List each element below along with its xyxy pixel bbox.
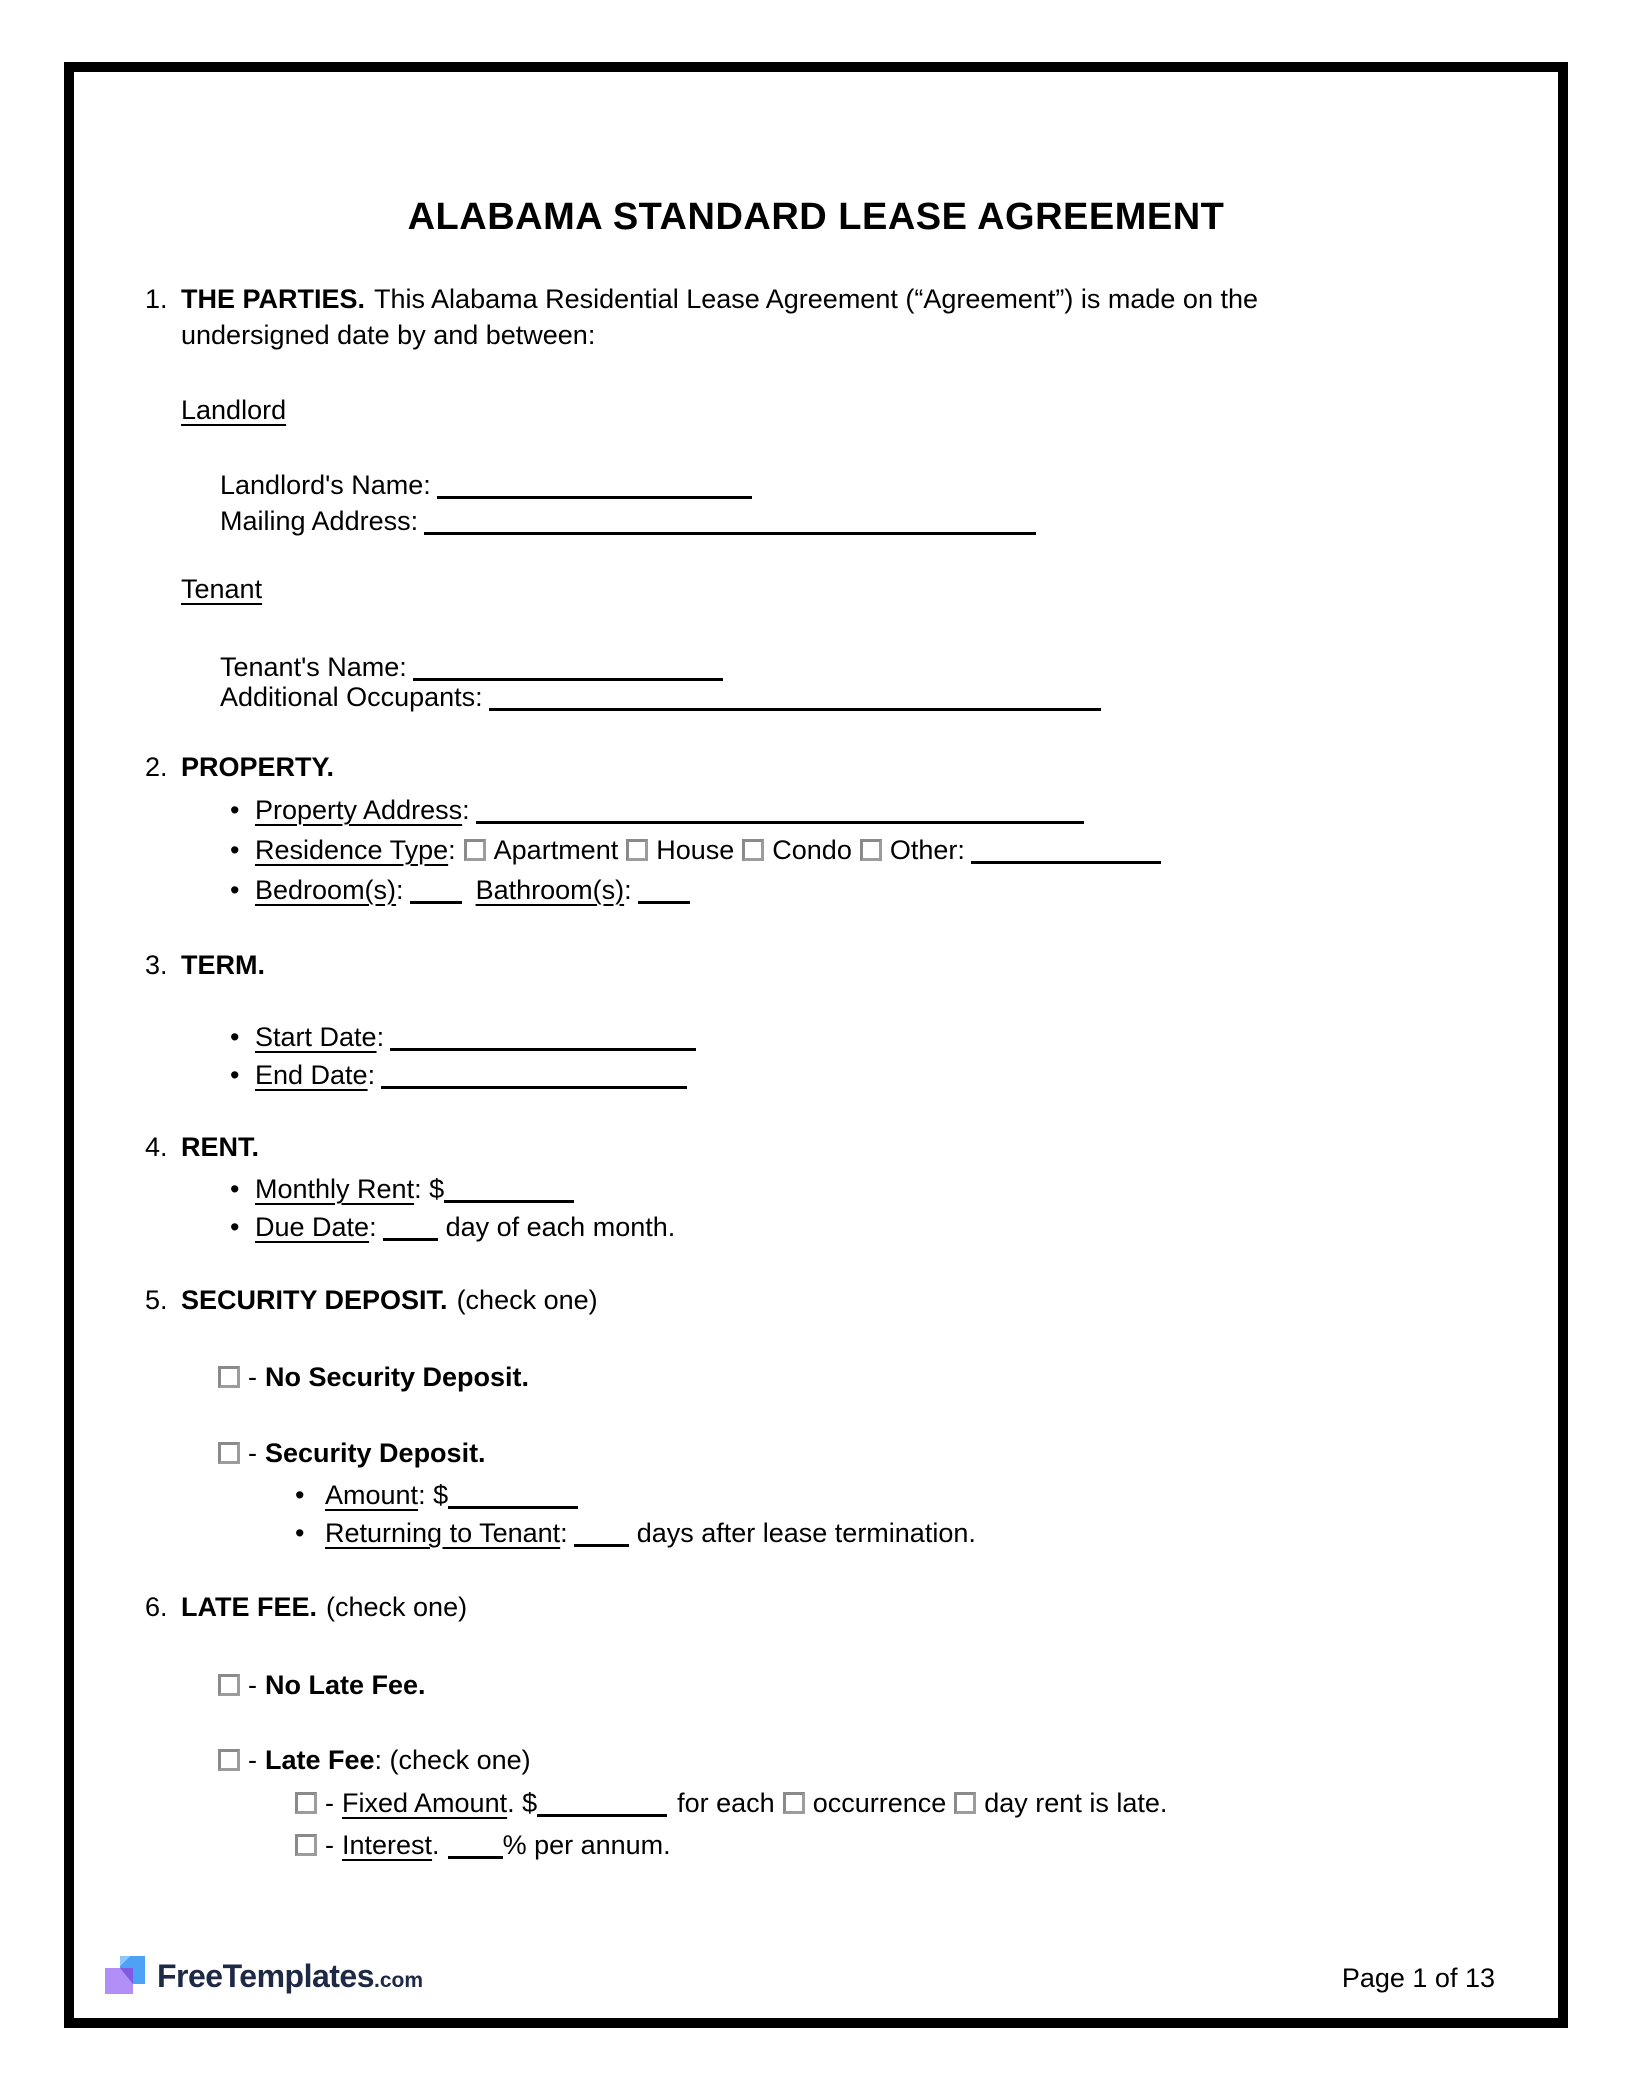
apartment-label: Apartment	[493, 835, 619, 865]
section-number: 6.	[145, 1592, 168, 1622]
landlord-name-blank[interactable]	[437, 484, 752, 499]
section-number: 2.	[145, 752, 168, 782]
freetemplates-logo-icon	[105, 1956, 145, 1996]
checkbox-house[interactable]	[626, 839, 648, 861]
interest-suffix: % per annum.	[502, 1830, 671, 1860]
end-date-blank[interactable]	[381, 1074, 687, 1089]
section-1-text-line1: This Alabama Residential Lease Agreement (“Agreement”) is made on the	[374, 284, 1258, 314]
property-address-blank[interactable]	[476, 809, 1084, 824]
bullet-icon: •	[230, 795, 240, 825]
brand-name: FreeTemplates	[157, 1957, 374, 1994]
section-title: SECURITY DEPOSIT.	[181, 1285, 448, 1315]
landlord-name-row	[220, 469, 752, 501]
returning-label: Returning to Tenant	[325, 1518, 561, 1548]
no-security-deposit-option	[218, 1361, 529, 1393]
section-4-heading	[145, 1131, 259, 1163]
returning-suffix: days after lease termination.	[636, 1518, 976, 1548]
tenant-heading	[181, 573, 262, 605]
returning-days-blank[interactable]	[574, 1532, 629, 1547]
brand-text	[157, 1957, 423, 1995]
due-date-row	[230, 1211, 675, 1243]
bullet-icon: •	[295, 1480, 305, 1510]
check-one-hint: (check one)	[326, 1592, 468, 1622]
end-date-label: End Date	[255, 1060, 368, 1090]
end-date-row	[230, 1059, 687, 1091]
monthly-rent-row	[230, 1173, 574, 1205]
colon: :	[560, 1518, 568, 1548]
section-6-heading	[145, 1591, 467, 1623]
deposit-amount-label: Amount	[325, 1480, 419, 1510]
house-label: House	[656, 835, 735, 865]
section-title: PROPERTY.	[181, 752, 335, 782]
due-date-blank[interactable]	[383, 1226, 438, 1241]
document-title: ALABAMA STANDARD LEASE AGREEMENT	[407, 196, 1225, 238]
colon: :	[367, 1060, 376, 1090]
interest-blank[interactable]	[448, 1844, 503, 1859]
deposit-amount-row	[295, 1479, 578, 1511]
checkbox-no-late-fee[interactable]	[218, 1674, 240, 1696]
colon: :	[624, 875, 632, 905]
colon: :	[448, 835, 456, 865]
bedrooms-blank[interactable]	[410, 889, 462, 904]
colon: :	[369, 1212, 377, 1242]
section-1-text-line2: undersigned date by and between:	[181, 320, 596, 350]
dash: -	[325, 1830, 334, 1860]
checkbox-condo[interactable]	[742, 839, 764, 861]
colon: :	[376, 1022, 385, 1052]
section-2-heading	[145, 751, 334, 783]
bullet-icon: •	[230, 875, 240, 905]
bathrooms-blank[interactable]	[638, 889, 690, 904]
landlord-name-label: Landlord's Name:	[220, 470, 431, 500]
checkbox-late-fee[interactable]	[218, 1749, 240, 1771]
mailing-address-label: Mailing Address:	[220, 506, 419, 536]
property-address-row	[230, 794, 1084, 826]
colon: :	[462, 795, 470, 825]
occurrence-label: occurrence	[812, 1788, 947, 1818]
bathrooms-label: Bathroom(s)	[475, 875, 625, 905]
returning-to-tenant-row	[295, 1517, 976, 1549]
mailing-address-blank[interactable]	[424, 520, 1036, 535]
other-blank[interactable]	[971, 849, 1161, 864]
due-date-suffix: day of each month.	[445, 1212, 676, 1242]
colon-dollar: : $	[418, 1480, 449, 1510]
section-number: 4.	[145, 1132, 168, 1162]
landlord-heading-label: Landlord	[181, 395, 287, 425]
day-rent-late-label: day rent is late.	[984, 1788, 1168, 1818]
late-fee-suffix: : (check one)	[374, 1745, 531, 1775]
checkbox-interest[interactable]	[295, 1834, 317, 1856]
deposit-amount-blank[interactable]	[448, 1494, 578, 1509]
no-security-deposit-label: No Security Deposit.	[265, 1362, 530, 1392]
section-number: 1.	[145, 284, 168, 314]
fixed-amount-mid: for each	[677, 1788, 775, 1818]
monthly-rent-label: Monthly Rent	[255, 1174, 415, 1204]
other-label: Other:	[889, 835, 965, 865]
mailing-address-row	[220, 505, 1036, 537]
tenant-name-row	[220, 651, 723, 683]
security-deposit-option	[218, 1437, 486, 1469]
section-1-heading	[145, 283, 1258, 315]
dash: -	[248, 1670, 257, 1700]
dash: -	[248, 1745, 257, 1775]
tenant-heading-label: Tenant	[181, 574, 263, 604]
section-title: RENT.	[181, 1132, 260, 1162]
dash: -	[248, 1362, 257, 1392]
additional-occupants-row	[220, 681, 1101, 713]
no-late-fee-label: No Late Fee.	[265, 1670, 426, 1700]
checkbox-fixed-amount[interactable]	[295, 1792, 317, 1814]
fixed-amount-blank[interactable]	[537, 1802, 667, 1817]
colon: :	[396, 875, 404, 905]
interest-label: Interest	[342, 1830, 433, 1860]
residence-type-label: Residence Type	[255, 835, 449, 865]
bullet-icon: •	[230, 1212, 240, 1242]
section-title: THE PARTIES.	[181, 284, 366, 314]
start-date-row	[230, 1021, 696, 1053]
checkbox-other[interactable]	[860, 839, 882, 861]
section-title: TERM.	[181, 950, 265, 980]
property-address-label: Property Address	[255, 795, 463, 825]
freetemplates-logo	[105, 1956, 423, 1996]
dash: -	[248, 1438, 257, 1468]
fixed-amount-label: Fixed Amount	[342, 1788, 508, 1818]
colon-dollar: : $	[414, 1174, 445, 1204]
bullet-icon: •	[230, 1060, 240, 1090]
section-title: LATE FEE.	[181, 1592, 318, 1622]
check-one-hint: (check one)	[456, 1285, 598, 1315]
checkbox-occurrence[interactable]	[783, 1792, 805, 1814]
start-date-label: Start Date	[255, 1022, 377, 1052]
checkbox-security-deposit[interactable]	[218, 1442, 240, 1464]
residence-type-row	[230, 834, 1161, 866]
no-late-fee-option	[218, 1669, 426, 1701]
late-fee-option	[218, 1744, 531, 1776]
late-fee-label: Late Fee	[265, 1745, 375, 1775]
monthly-rent-blank[interactable]	[444, 1188, 574, 1203]
section-3-heading	[145, 949, 265, 981]
bullet-icon: •	[295, 1518, 305, 1548]
section-number: 3.	[145, 950, 168, 980]
tenant-name-blank[interactable]	[413, 666, 723, 681]
dash: -	[325, 1788, 334, 1818]
additional-occupants-blank[interactable]	[489, 696, 1101, 711]
page-indicator: Page 1 of 13	[1341, 1963, 1495, 1993]
due-date-label: Due Date	[255, 1212, 370, 1242]
document-page	[64, 62, 1568, 2028]
start-date-blank[interactable]	[390, 1036, 696, 1051]
bullet-icon: •	[230, 835, 240, 865]
period: .	[432, 1830, 440, 1860]
checkbox-day[interactable]	[954, 1792, 976, 1814]
bullet-icon: •	[230, 1022, 240, 1052]
additional-occupants-label: Additional Occupants:	[220, 682, 483, 712]
checkbox-apartment[interactable]	[464, 839, 486, 861]
landlord-heading	[181, 394, 286, 426]
bedrooms-bathrooms-row	[230, 874, 690, 906]
checkbox-no-security-deposit[interactable]	[218, 1366, 240, 1388]
brand-domain: .com	[374, 1968, 424, 1992]
bedrooms-label: Bedroom(s)	[255, 875, 397, 905]
security-deposit-label: Security Deposit.	[265, 1438, 486, 1468]
tenant-name-label: Tenant's Name:	[220, 652, 407, 682]
section-number: 5.	[145, 1285, 168, 1315]
interest-row	[295, 1829, 671, 1861]
condo-label: Condo	[772, 835, 852, 865]
fixed-amount-row	[295, 1787, 1167, 1819]
bullet-icon: •	[230, 1174, 240, 1204]
period-dollar: . $	[507, 1788, 538, 1818]
section-5-heading	[145, 1284, 598, 1316]
